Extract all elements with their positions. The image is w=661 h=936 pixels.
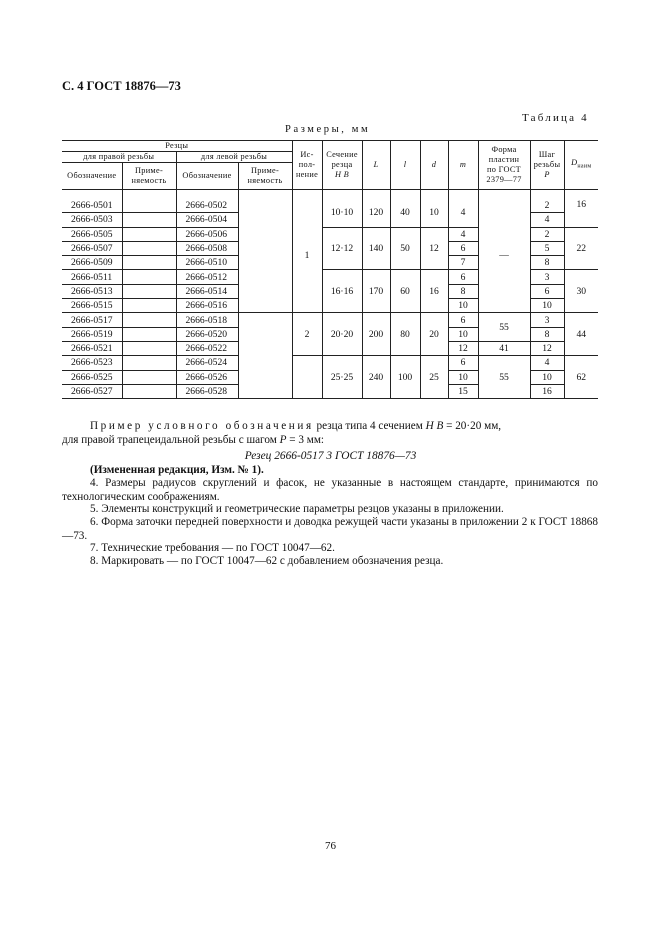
diameter-d-header: d <box>420 141 448 190</box>
page-number: 76 <box>325 840 336 852</box>
right-thread-header: для правой резьбы <box>62 152 176 163</box>
item-4: 4. Размеры радиусов скруглений и фасок, не указанные в настоящем стандарте, принимаются по технологическим соображениям. <box>62 477 598 503</box>
length-L-header: L <box>362 141 390 190</box>
table-row: 2666-0507 2666-0508 6 5 <box>62 241 598 255</box>
table-row: 2666-0515 2666-0516 10 10 <box>62 299 598 313</box>
table-row: 2666-0511 2666-0512 16·16 170 60 16 6 3 30 <box>62 270 598 284</box>
m-header: m <box>448 141 478 190</box>
designation-left-header: Обозначение <box>176 163 238 190</box>
table-title: Таблица 4 <box>522 112 589 124</box>
example-paragraph: Пример условного обозначения резца типа 4 сечением H B = 20·20 мм, для правой трапецеидальной резьбы с шагом P = 3 мм: <box>62 420 502 446</box>
page-header: С. 4 ГОСТ 18876—73 <box>62 79 181 93</box>
version-cell: 1 <box>292 199 322 313</box>
length-l-header: l <box>390 141 420 190</box>
plate-form-cell: — <box>478 199 530 313</box>
table-row: 2666-0525 2666-0526 10 10 <box>62 370 598 384</box>
table-row: 2666-0513 2666-0514 8 6 <box>62 284 598 298</box>
table-row: 2666-0527 2666-0528 15 16 <box>62 384 598 398</box>
plate-form-header: Форма пластин по ГОСТ 2379—77 <box>478 141 530 190</box>
left-thread-header: для левой резьбы <box>176 152 292 163</box>
item-5: 5. Элементы конструкций и геометрические параметры резцов указаны в приложении. <box>90 503 504 515</box>
applicability-left-header: Приме- няемость <box>238 163 292 190</box>
table-row: 2666-0519 2666-0520 10 8 <box>62 327 598 341</box>
dimensions-table <box>62 140 598 399</box>
amendment-note: (Измененная редакция, Изм. № 1). <box>90 464 264 476</box>
applicability-right-header: Приме- няемость <box>122 163 176 190</box>
dmin-header: $D_{наим}$ <box>564 141 598 190</box>
designation-right-header: Обозначение <box>62 163 122 190</box>
table-row: 2666-0517 2666-0518 2 20·20 200 80 20 6 55 3 44 <box>62 313 598 327</box>
table-row: 2666-0523 2666-0524 25·25 240 100 25 6 55 4 62 <box>62 356 598 370</box>
table-row: 2666-0521 2666-0522 12 41 12 <box>62 341 598 355</box>
table-row: 2666-0509 2666-0510 7 8 <box>62 256 598 270</box>
version-cell: 2 <box>292 313 322 356</box>
cutters-header: Резцы <box>62 141 292 152</box>
example-designation: Резец 2666-0517 3 ГОСТ 18876—73 <box>244 450 417 462</box>
table-row: 2666-0501 2666-0502 1 10·10 120 40 10 4 — 2 16 <box>62 199 598 213</box>
item-6: 6. Форма заточки передней поверхности и доводка режущей части указаны в приложении 2 к ГОСТ 18868—73. <box>62 516 598 542</box>
pitch-header: Шаг резьбы P <box>530 141 564 190</box>
section-header: Сечение резца H B <box>322 141 362 190</box>
table-row: 2666-0505 2666-0506 12·12 140 50 12 4 2 22 <box>62 227 598 241</box>
table-row: 2666-0503 2666-0504 4 <box>62 213 598 227</box>
item-7: 7. Технические требования — по ГОСТ 10047—62. <box>90 542 335 554</box>
table-subtitle: Размеры, мм <box>285 124 371 135</box>
version-header: Ис- пол- нение <box>292 141 322 190</box>
item-8: 8. Маркировать — по ГОСТ 10047—62 с добавлением обозначения резца. <box>90 555 444 567</box>
